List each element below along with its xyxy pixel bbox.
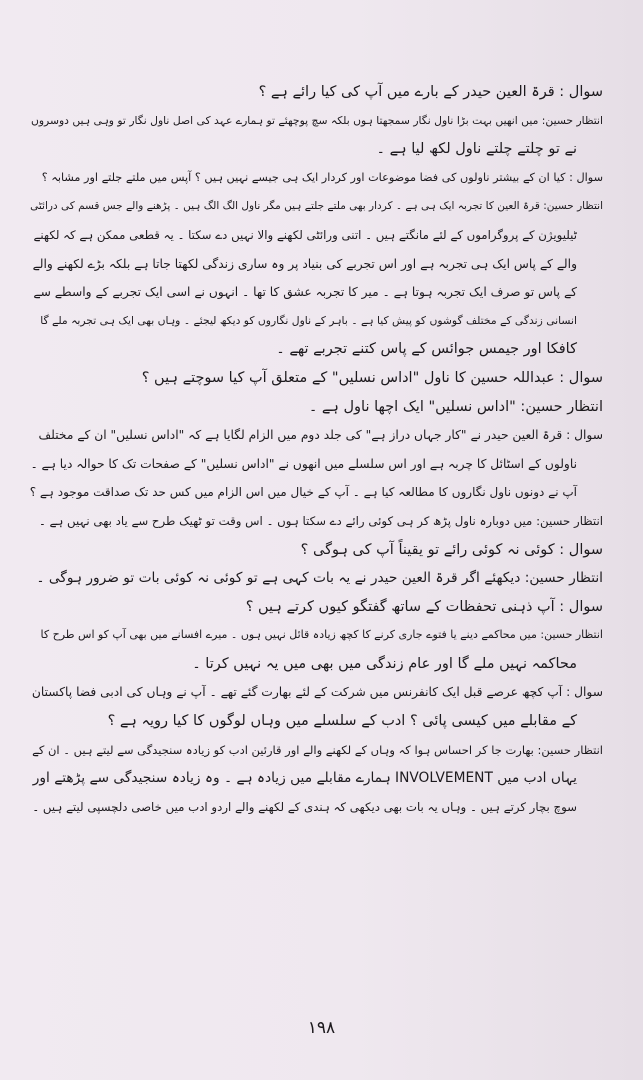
text-line: انتظار حسین: قرۃ العین کا تجربہ ایک ہی ہے ۔ کردار بھی ملتے جلتے ہیں مگر ناول الگ الگ ہیں ۔ پڑھنے والے جس قسم کی درائٹی	[30, 200, 603, 213]
text-line: سوال : کیا ان کے بیشتر ناولوں کی فضا موضوعات اور کردار ایک ہی جیسے نہیں ہیں ؟ آپس میں ملتے جلتے اور مشابہ ؟	[41, 170, 603, 184]
text-line: انتظار حسین: میں محاکمے دینے یا فتوے جاری کرنے کا کچھ زیادہ قائل نہیں ہوں ۔ میرے افسانے میں بھی آپ کو اس طرح کا	[40, 628, 603, 642]
text-line: سوال : قرۃ العین حیدر کے بارے میں آپ کی کیا رائے ہے ؟	[258, 84, 603, 100]
text-line: سوال : قرۃ العین حیدر نے "کار جہاں دراز ہے" کی جلد دوم میں الزام لگایا ہے کہ "اداس نسلیں" ان کے مختلف	[38, 428, 603, 443]
text-line: کے پاس تو صرف ایک تجربہ ہوتا ہے ۔ میر کا تجربہ عشق کا تھا ۔ انہوں نے اسی ایک تجربے کے واسطے سے	[33, 285, 577, 300]
text-line: سوال : عبداللہ حسین کا ناول "اداس نسلیں" کے متعلق آپ کیا سوچتے ہیں ؟	[141, 369, 603, 386]
text-line: سوچ بچار کرتے ہیں ۔ وہاں یہ بات بھی دیکھی کہ ہندی کے لکھنے والے اردو ادب میں خاصی دلچسپی لیتے ہیں ۔	[32, 799, 577, 814]
interview-text	[30, 78, 603, 821]
text-line: انسانی زندگی کے مختلف گوشوں کو پیش کیا ہے ۔ باہر کے ناول نگاروں کو دیکھ لیجئے ۔ وہاں بھی ایک ہی تجربہ ملے گا	[40, 313, 577, 327]
text-line: ٹیلیویژن کے پروگراموں کے لئے مانگتے ہیں ۔ اتنی ورائٹی لکھنے والا نہیں دے سکتا ۔ یہ قطعی ممکن ہے کہ لکھنے	[33, 227, 577, 242]
text-line: انتظار حسین: "اداس نسلیں" ایک اچھا ناول ہے ۔	[308, 398, 603, 415]
text-line: نے تو چلتے چلتے ناول لکھ لیا ہے ۔	[376, 141, 577, 158]
text-line: آپ نے دونوں ناول نگاروں کا مطالعہ کیا ہے ۔ آپ کے خیال میں اس الزام میں کس حد تک صداقت موجود ہے ؟	[29, 485, 577, 500]
text-line: انتظار حسین: میں انھیں بہت بڑا ناول نگار سمجھتا ہوں بلکہ سچ پوچھئے تو ہمارے عہد کی اصل ناول نگار تو وہی ہیں دوسروں	[30, 113, 603, 127]
text-line: انتظار حسین: بھارت جا کر احساس ہوا کہ وہاں کے لکھنے والے اور قارئین ادب کو زیادہ سنجیدگی سے لیتے ہیں ۔ ان کے	[32, 742, 603, 757]
text-line: ناولوں کے اسٹائل کا چربہ ہے اور اس سلسلے میں انھوں نے "اداس نسلیں" کے صفحات تک کا حوالہ دیا ہے ۔	[30, 456, 577, 471]
text-line: والے کے پاس ایک ہی تجربہ ہے اور اس تجربے کی بنیاد پر وہ ساری زندگی لکھتا جاتا ہے بلکہ بڑے لکھنے والے	[32, 256, 577, 271]
text-line: محاکمہ نہیں ملے گا اور عام زندگی میں بھی میں یہ نہیں کرتا ۔	[192, 655, 577, 672]
text-line: سوال : آپ کچھ عرصے قبل ایک کانفرنس میں شرکت کے لئے بھارت گئے تھے ۔ آپ نے وہاں کی ادبی فضا پاکستان	[31, 685, 603, 700]
text-line: سوال : آپ ذہنی تحفظات کے ساتھ گفتگو کیوں کرتے ہیں ؟	[245, 598, 603, 615]
text-line: کافکا اور جیمس جوائس کے پاس کتنے تجربے تھے ۔	[276, 341, 577, 358]
page-number: ۱۹۸	[307, 1018, 336, 1038]
text-line: انتظار حسین: میں دوبارہ ناول پڑھ کر ہی کوئی رائے دے سکتا ہوں ۔ اس وقت تو ٹھیک طرح سے یاد بھی نہیں ہے ۔	[38, 513, 603, 528]
text-line: سوال : کوئی نہ کوئی رائے تو یقیناً آپ کی ہوگی ؟	[300, 541, 603, 558]
text-line: یہاں ادب میں INVOLVEMENT ہمارے مقابلے میں زیادہ ہے ۔ وہ زیادہ سنجیدگی سے پڑھتے اور	[32, 770, 577, 787]
text-line: انتظار حسین: دیکھئے اگر قرۃ العین حیدر نے یہ بات کہی ہے تو کوئی نہ کوئی بات تو ضرور ہوگی ۔	[36, 570, 603, 587]
text-line: کے مقابلے میں کیسی پائی ؟ ادب کے سلسلے میں وہاں لوگوں کا کیا رویہ ہے ؟	[107, 713, 577, 730]
